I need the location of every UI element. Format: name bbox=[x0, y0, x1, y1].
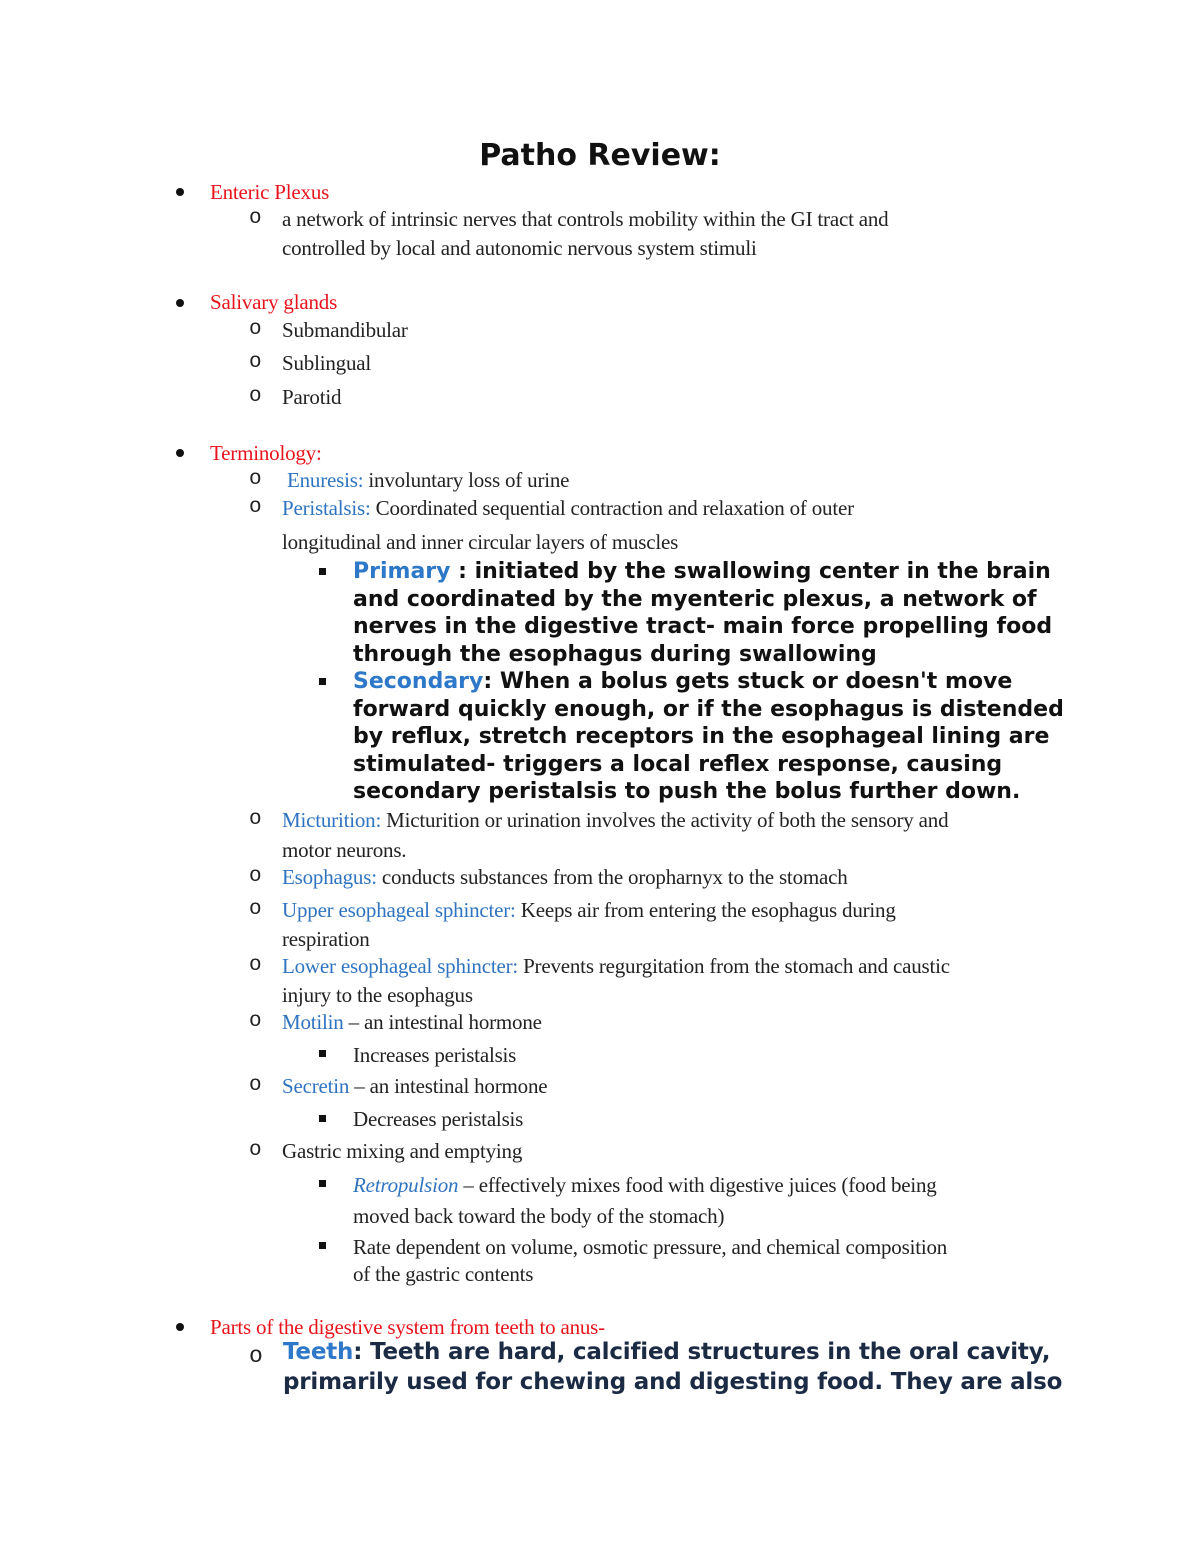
term-peristalsis bbox=[282, 496, 854, 521]
sub-bullet: o bbox=[249, 468, 262, 491]
term-definition: Coordinated sequential contraction and relaxation of outer bbox=[370, 496, 854, 520]
square-bullet bbox=[319, 1180, 326, 1187]
term-definition: Micturition or urination involves the activity of both the sensory and bbox=[381, 808, 949, 832]
square-bullet bbox=[319, 1050, 326, 1057]
gastric-retropulsion bbox=[353, 1173, 937, 1198]
term-label: Esophagus: bbox=[282, 865, 377, 889]
secondary-line1 bbox=[353, 669, 1012, 694]
term-upper-esophageal-sphincter bbox=[282, 898, 896, 923]
primary-text: : initiated by the swallowing center in the brain bbox=[450, 559, 1051, 584]
term-definition: – effectively mixes food with digestive juices (food being bbox=[458, 1173, 937, 1197]
term-definition: Prevents regurgitation from the stomach and caustic bbox=[518, 954, 950, 978]
term-secretin bbox=[282, 1074, 547, 1099]
sub-bullet: o bbox=[249, 808, 262, 831]
primary-line4: through the esophagus during swallowing bbox=[353, 642, 877, 667]
primary-line3: nerves in the digestive tract- main force propelling food bbox=[353, 614, 1053, 639]
gastric-rate-line2: of the gastric contents bbox=[353, 1262, 534, 1286]
les-line2: injury to the esophagus bbox=[282, 983, 473, 1007]
secondary-line3: by reflux, stretch receptors in the esophageal lining are bbox=[353, 724, 1050, 749]
sub-bullet: o bbox=[249, 898, 262, 921]
term-lower-esophageal-sphincter bbox=[282, 954, 950, 979]
heading-terminology: Terminology: bbox=[210, 441, 322, 465]
heading-parts-digestive-system: Parts of the digestive system from teeth to anus- bbox=[210, 1315, 605, 1339]
teeth-text: : Teeth are hard, calcified structures in the oral cavity, bbox=[353, 1339, 1051, 1365]
term-label: Secretin bbox=[282, 1074, 350, 1098]
sub-bullet: o bbox=[249, 1010, 262, 1033]
teeth-line2: primarily used for chewing and digesting food. They are also bbox=[283, 1369, 1063, 1395]
term-label: Primary bbox=[353, 559, 451, 584]
sub-bullet: o bbox=[249, 865, 262, 888]
bullet bbox=[176, 1323, 184, 1331]
sub-bullet: o bbox=[249, 496, 262, 519]
term-label: Enuresis: bbox=[287, 468, 364, 492]
sub-bullet: o bbox=[249, 1074, 262, 1097]
term-label: Lower esophageal sphincter: bbox=[282, 954, 519, 978]
micturition-line2: motor neurons. bbox=[282, 838, 407, 862]
term-label: Peristalsis: bbox=[282, 496, 371, 520]
peristalsis-def-line2: longitudinal and inner circular layers of muscles bbox=[282, 530, 679, 554]
term-motilin bbox=[282, 1010, 542, 1035]
teeth-line1 bbox=[283, 1339, 1050, 1365]
bullet bbox=[176, 299, 184, 307]
salivary-item: Submandibular bbox=[282, 318, 408, 342]
term-definition: conducts substances from the oropharnyx to the stomach bbox=[376, 865, 848, 889]
sub-bullet: o bbox=[249, 351, 262, 374]
square-bullet bbox=[319, 678, 326, 685]
term-label: Teeth bbox=[283, 1339, 354, 1365]
secondary-text: : When a bolus gets stuck or doesn't move bbox=[483, 669, 1013, 694]
retropulsion-line2: moved back toward the body of the stomach) bbox=[353, 1204, 725, 1228]
primary-line1 bbox=[353, 559, 1051, 584]
square-bullet bbox=[319, 568, 326, 575]
heading-salivary-glands: Salivary glands bbox=[210, 290, 338, 314]
term-definition: involuntary loss of urine bbox=[363, 468, 570, 492]
secondary-line2: forward quickly enough, or if the esophagus is distended bbox=[353, 697, 1064, 722]
sub-bullet: o bbox=[249, 385, 262, 408]
term-esophagus bbox=[282, 865, 848, 890]
sub-bullet: o bbox=[249, 954, 262, 977]
secondary-line4: stimulated- triggers a local reflex response, causing bbox=[353, 752, 1003, 777]
sub-bullet: o bbox=[249, 1343, 263, 1369]
heading-enteric-plexus: Enteric Plexus bbox=[210, 180, 330, 204]
term-micturition bbox=[282, 808, 948, 833]
ues-line2: respiration bbox=[282, 927, 370, 951]
term-label: Secondary bbox=[353, 669, 484, 694]
secondary-line5: secondary peristalsis to push the bolus further down. bbox=[353, 779, 1021, 804]
bullet bbox=[176, 188, 184, 196]
salivary-item: Sublingual bbox=[282, 351, 372, 375]
sub-bullet: o bbox=[249, 207, 262, 230]
enteric-desc-line2: controlled by local and autonomic nervous system stimuli bbox=[282, 236, 757, 260]
term-label: Motilin bbox=[282, 1010, 344, 1034]
term-definition: – an intestinal hormone bbox=[349, 1074, 548, 1098]
square-bullet bbox=[319, 1115, 326, 1122]
sub-bullet: o bbox=[249, 1139, 262, 1162]
enteric-desc-line1: a network of intrinsic nerves that controls mobility within the GI tract and bbox=[282, 207, 889, 231]
page-title: Patho Review: bbox=[479, 138, 721, 173]
term-definition: – an intestinal hormone bbox=[343, 1010, 542, 1034]
secretin-sub: Decreases peristalsis bbox=[353, 1107, 524, 1131]
gastric-rate-line1: Rate dependent on volume, osmotic pressure, and chemical composition bbox=[353, 1235, 948, 1259]
gastric-label: Gastric mixing and emptying bbox=[282, 1139, 523, 1163]
term-label: Retropulsion bbox=[353, 1173, 459, 1197]
motilin-sub: Increases peristalsis bbox=[353, 1043, 517, 1067]
sub-bullet: o bbox=[249, 318, 262, 341]
bullet bbox=[176, 449, 184, 457]
term-label: Upper esophageal sphincter: bbox=[282, 898, 516, 922]
term-enuresis bbox=[287, 468, 569, 493]
term-label: Micturition: bbox=[282, 808, 382, 832]
salivary-item: Parotid bbox=[282, 385, 342, 409]
primary-line2: and coordinated by the myenteric plexus, a network of bbox=[353, 587, 1037, 612]
term-definition: Keeps air from entering the esophagus during bbox=[515, 898, 896, 922]
square-bullet bbox=[319, 1242, 326, 1249]
